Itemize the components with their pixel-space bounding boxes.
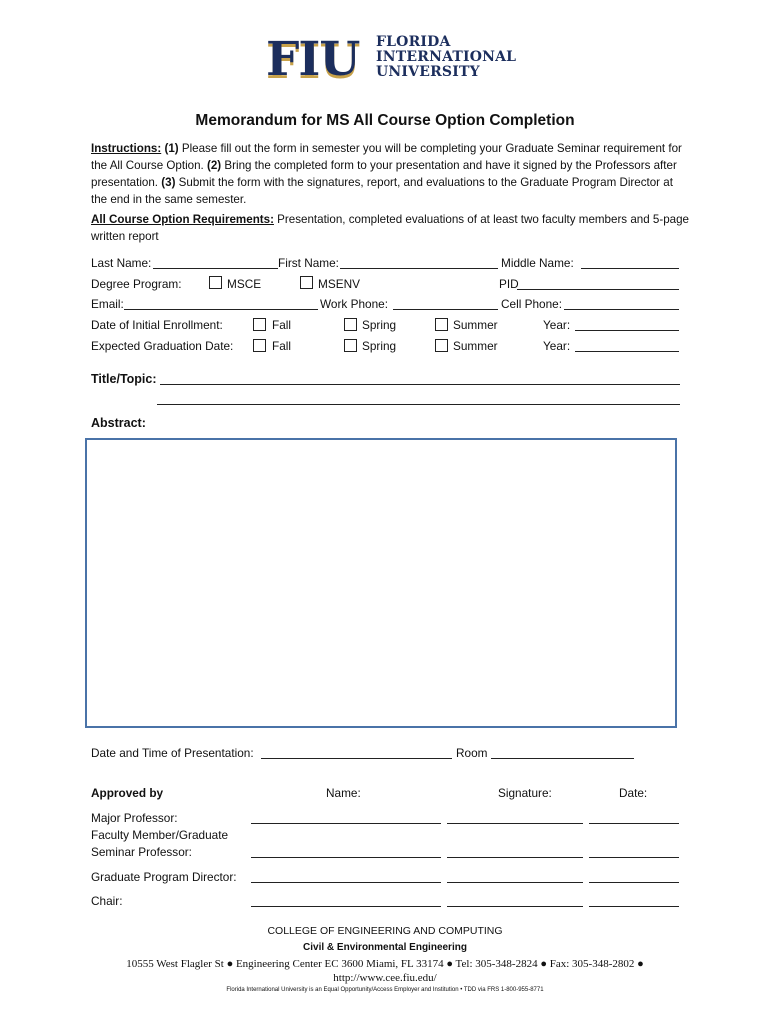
faculty-member-label-line-2: Seminar Professor: [91, 845, 192, 859]
logo-line-1: FLORIDA [376, 34, 451, 50]
faculty-member-date-field[interactable] [589, 857, 679, 858]
first-name-label: First Name: [278, 256, 339, 270]
major-professor-signature-field[interactable] [447, 823, 583, 824]
abstract-label: Abstract: [91, 416, 146, 430]
chair-signature-field[interactable] [447, 906, 583, 907]
chair-date-field[interactable] [589, 906, 679, 907]
initial-enrollment-label: Date of Initial Enrollment: [91, 318, 223, 332]
instruction-text-2: Bring the completed form to your presentation and have it signed by the Professors after presentation. [91, 159, 677, 189]
graduation-fall-label: Fall [272, 339, 292, 353]
degree-program-label: Degree Program: [91, 277, 182, 291]
title-topic-label: Title/Topic: [91, 372, 157, 386]
graduation-summer-checkbox[interactable] [435, 339, 448, 352]
chair-label: Chair: [91, 894, 123, 908]
msce-label: MSCE [227, 277, 262, 291]
enrollment-summer-label: Summer [453, 318, 498, 332]
fiu-logo-letters: FIU [266, 32, 360, 87]
msenv-checkbox[interactable] [300, 276, 313, 289]
middle-name-field[interactable] [581, 268, 679, 269]
grad-director-label: Graduate Program Director: [91, 870, 237, 884]
grad-director-name-field[interactable] [251, 882, 441, 883]
grad-director-signature-field[interactable] [447, 882, 583, 883]
work-phone-label: Work Phone: [320, 297, 388, 311]
title-topic-field-line-1[interactable] [160, 384, 680, 385]
enrollment-year-label: Year: [543, 318, 571, 332]
major-professor-date-field[interactable] [589, 823, 679, 824]
name-column-header: Name: [326, 786, 361, 800]
requirements-label: All Course Option Requirements: [91, 213, 274, 226]
graduation-fall-checkbox[interactable] [253, 339, 266, 352]
graduation-summer-label: Summer [453, 339, 498, 353]
signature-column-header: Signature: [498, 786, 552, 800]
middle-name-label: Middle Name: [501, 256, 574, 270]
presentation-datetime-field[interactable] [261, 758, 452, 759]
instruction-number-3: (3) [161, 176, 176, 189]
last-name-label: Last Name: [91, 256, 152, 270]
requirements-text: Presentation, completed evaluations of at least two faculty members and 5-page written report [91, 213, 689, 243]
approved-by-label: Approved by [91, 786, 164, 800]
instruction-number-1: (1) [164, 142, 179, 155]
instruction-text-1: Please fill out the form in semester you will be completing your Graduate Seminar requirement for the All Course Option. [91, 142, 682, 172]
graduation-spring-label: Spring [362, 339, 397, 353]
first-name-field[interactable] [340, 268, 498, 269]
chair-name-field[interactable] [251, 906, 441, 907]
footer-equal-opportunity: Florida International University is an Equal Opportunity/Access Employer and Institution • TDD via FRS 1-800-955-8771 [226, 987, 544, 993]
date-column-header: Date: [619, 786, 648, 800]
logo-line-2: INTERNATIONAL [376, 49, 517, 65]
faculty-member-label-line-1: Faculty Member/Graduate [91, 828, 229, 842]
faculty-member-signature-field[interactable] [447, 857, 583, 858]
enrollment-summer-checkbox[interactable] [435, 318, 448, 331]
enrollment-year-field[interactable] [575, 330, 679, 331]
cell-phone-label: Cell Phone: [501, 297, 562, 311]
email-field[interactable] [124, 309, 318, 310]
footer-url[interactable]: http://www.cee.fiu.edu/ [333, 972, 437, 984]
last-name-field[interactable] [153, 268, 278, 269]
presentation-datetime-label: Date and Time of Presentation: [91, 746, 254, 760]
msce-checkbox[interactable] [209, 276, 222, 289]
enrollment-spring-checkbox[interactable] [344, 318, 357, 331]
pid-field[interactable] [517, 289, 679, 290]
room-field[interactable] [491, 758, 634, 759]
title-topic-field-line-2[interactable] [157, 404, 680, 405]
instructions-paragraph [91, 140, 691, 208]
graduation-spring-checkbox[interactable] [344, 339, 357, 352]
footer-address: 10555 West Flagler St ● Engineering Center EC 3600 Miami, FL 33174 ● Tel: 305-348-2824 ● Fax: 305-348-2802 ● [126, 958, 644, 970]
requirements-paragraph [91, 211, 691, 245]
abstract-textarea[interactable] [85, 438, 677, 728]
email-label: Email: [91, 297, 124, 311]
logo-line-3: UNIVERSITY [376, 64, 480, 80]
footer-department: Civil & Environmental Engineering [303, 942, 467, 953]
footer-college: COLLEGE OF ENGINEERING AND COMPUTING [267, 925, 503, 937]
instructions-label: Instructions: [91, 142, 162, 155]
pid-label: PID [499, 277, 519, 291]
instruction-text-3: Submit the form with the signatures, report, and evaluations to the Graduate Program Director at the end in the same semester. [91, 176, 673, 206]
graduation-year-field[interactable] [575, 351, 679, 352]
work-phone-field[interactable] [393, 309, 498, 310]
major-professor-label: Major Professor: [91, 811, 178, 825]
fiu-logo-wordmark [376, 35, 516, 80]
room-label: Room [456, 746, 488, 760]
enrollment-spring-label: Spring [362, 318, 397, 332]
expected-graduation-label: Expected Graduation Date: [91, 339, 234, 353]
instruction-number-2: (2) [207, 159, 222, 172]
faculty-member-name-field[interactable] [251, 857, 441, 858]
enrollment-fall-checkbox[interactable] [253, 318, 266, 331]
grad-director-date-field[interactable] [589, 882, 679, 883]
enrollment-fall-label: Fall [272, 318, 292, 332]
graduation-year-label: Year: [543, 339, 571, 353]
msenv-label: MSENV [318, 277, 360, 291]
cell-phone-field[interactable] [564, 309, 679, 310]
major-professor-name-field[interactable] [251, 823, 441, 824]
page-title: Memorandum for MS All Course Option Completion [195, 112, 575, 129]
